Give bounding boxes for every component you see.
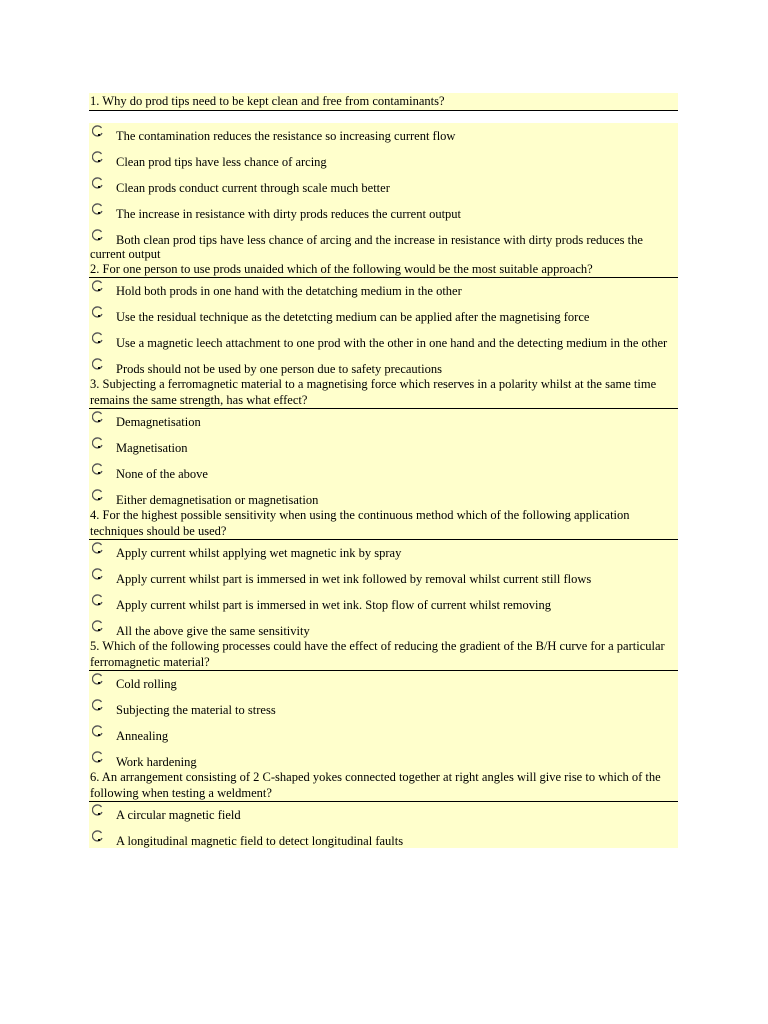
radio-button-icon[interactable] (92, 751, 104, 763)
radio-button-icon[interactable] (92, 542, 104, 554)
radio-button-icon[interactable] (92, 177, 104, 189)
radio-button-icon[interactable] (92, 125, 104, 137)
answer-option[interactable] (89, 356, 678, 376)
question-text: 1. Why do prod tips need to be kept clean and free from contaminants? (89, 93, 678, 111)
radio-button-icon[interactable] (92, 699, 104, 711)
answer-option-label: Prods should not be used by one person due to safety precautions (116, 362, 442, 376)
radio-button-icon[interactable] (92, 725, 104, 737)
answer-option[interactable] (89, 697, 678, 723)
radio-button-icon[interactable] (92, 568, 104, 580)
question-block (89, 507, 678, 638)
answer-option[interactable] (89, 723, 678, 749)
answer-option[interactable] (89, 540, 678, 566)
answer-option-label: Work hardening (116, 755, 197, 769)
answer-option[interactable] (89, 175, 678, 201)
radio-button-icon[interactable] (92, 463, 104, 475)
answer-option-label: Subjecting the material to stress (116, 703, 276, 717)
answer-option-label: Hold both prods in one hand with the detatching medium in the other (116, 284, 462, 298)
answer-option-label: Either demagnetisation or magnetisation (116, 493, 319, 507)
answer-option-label: Demagnetisation (116, 415, 201, 429)
question-block (89, 769, 678, 848)
answer-option[interactable] (89, 671, 678, 697)
question-text: 4. For the highest possible sensitivity when using the continuous method which of the following application techniques should be used? (89, 507, 678, 540)
question-block (89, 261, 678, 377)
answer-option[interactable] (89, 802, 678, 828)
radio-button-icon[interactable] (92, 280, 104, 292)
answer-option-label: A longitudinal magnetic field to detect longitudinal faults (116, 834, 404, 848)
question-block (89, 638, 678, 769)
answer-option[interactable] (89, 123, 678, 149)
answer-option[interactable] (89, 435, 678, 461)
radio-button-icon[interactable] (92, 673, 104, 685)
radio-button-icon[interactable] (92, 332, 104, 344)
quiz-container (89, 93, 678, 848)
answer-option[interactable] (89, 618, 678, 638)
answer-option-label: Cold rolling (116, 677, 177, 691)
answer-option-label: Use the residual technique as the detetcting medium can be applied after the magnetising force (116, 310, 590, 324)
question-text: 2. For one person to use prods unaided which of the following would be the most suitable approach? (89, 261, 678, 279)
answer-option[interactable] (89, 409, 678, 435)
answer-option[interactable] (89, 278, 678, 304)
answer-option[interactable] (89, 487, 678, 507)
answer-option[interactable] (89, 828, 678, 848)
answer-option[interactable] (89, 149, 678, 175)
radio-button-icon[interactable] (92, 203, 104, 215)
radio-button-icon[interactable] (92, 229, 104, 241)
radio-button-icon[interactable] (92, 489, 104, 501)
radio-button-icon[interactable] (92, 306, 104, 318)
radio-button-icon[interactable] (92, 804, 104, 816)
answer-option-label: Apply current whilst part is immersed in wet ink. Stop flow of current whilst removing (116, 598, 551, 612)
answer-option-label: The increase in resistance with dirty prods reduces the current output (116, 206, 462, 221)
answer-option[interactable] (89, 592, 678, 618)
radio-button-icon[interactable] (92, 594, 104, 606)
answer-option[interactable] (89, 330, 678, 356)
answer-option-label: All the above give the same sensitivity (116, 624, 310, 638)
answer-option[interactable] (89, 749, 678, 769)
radio-button-icon[interactable] (92, 411, 104, 423)
answer-option-label: Use a magnetic leech attachment to one prod with the other in one hand and the detecting medium in the other (116, 336, 668, 350)
answer-option[interactable] (89, 304, 678, 330)
question-text: 5. Which of the following processes could have the effect of reducing the gradient of the B/H curve for a particular ferromagnetic material? (89, 638, 678, 671)
answer-option[interactable] (89, 566, 678, 592)
answer-option-label: None of the above (116, 467, 208, 481)
answer-option-label: Annealing (116, 729, 169, 743)
answer-option-label: A circular magnetic field (116, 808, 241, 822)
answer-option[interactable] (89, 461, 678, 487)
spacer (89, 111, 678, 123)
radio-button-icon[interactable] (92, 620, 104, 632)
radio-button-icon[interactable] (92, 437, 104, 449)
answer-option-label: Clean prod tips have less chance of arcing (116, 154, 327, 169)
answer-option-label: Clean prods conduct current through scale much better (116, 180, 390, 195)
answer-option[interactable] (89, 201, 678, 227)
radio-button-icon[interactable] (92, 358, 104, 370)
answer-option-label: The contamination reduces the resistance so increasing current flow (116, 128, 456, 143)
question-block (89, 93, 678, 261)
answer-option-label: Magnetisation (116, 441, 188, 455)
radio-button-icon[interactable] (92, 830, 104, 842)
question-block (89, 376, 678, 507)
question-text: 6. An arrangement consisting of 2 C-shaped yokes connected together at right angles will give rise to which of the following when testing a weldment? (89, 769, 678, 802)
answer-option-label: Both clean prod tips have less chance of arcing and the increase in resistance with dirty prods reduces the current output (90, 232, 643, 261)
answer-option-label: Apply current whilst part is immersed in wet ink followed by removal whilst current still flows (116, 572, 592, 586)
answer-option-label: Apply current whilst applying wet magnetic ink by spray (116, 546, 402, 560)
question-text: 3. Subjecting a ferromagnetic material to a magnetising force which reserves in a polarity whilst at the same time remains the same strength, has what effect? (89, 376, 678, 409)
answer-option[interactable] (89, 227, 678, 261)
radio-button-icon[interactable] (92, 151, 104, 163)
